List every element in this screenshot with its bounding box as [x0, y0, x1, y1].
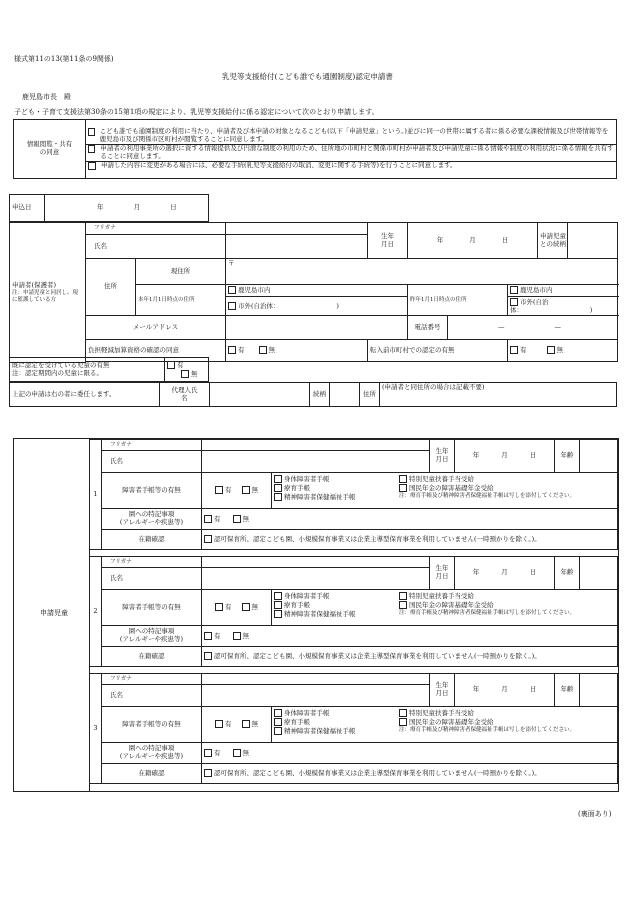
- applicant-table: [9, 222, 618, 363]
- current-address-field[interactable]: 〒: [226, 259, 618, 285]
- prev-jan1-out-city[interactable]: 市外(自治体： ): [508, 296, 618, 316]
- jan1-in-city[interactable]: 鹿児島市内: [226, 285, 408, 297]
- footer-note: (裏面あり): [578, 810, 612, 818]
- child-furigana-field[interactable]: [202, 674, 430, 685]
- agent-label: 代理人氏名: [160, 383, 210, 407]
- burden-label: 負担軽減加算資格の確認の同意: [86, 340, 226, 362]
- handbook-mental[interactable]: 精神障害者保健福祉手帳: [274, 727, 399, 736]
- handbook-mental[interactable]: 精神障害者保健福祉手帳: [274, 493, 399, 502]
- handbook-physical[interactable]: 身体障害者手帳: [274, 475, 399, 484]
- handbook-list: [272, 473, 618, 509]
- enrollment-label: 在籍確認: [102, 530, 202, 550]
- enrollment-label: 在籍確認: [102, 647, 202, 667]
- checkbox-icon[interactable]: [88, 162, 96, 170]
- enrollment-check[interactable]: 認可保育所、認定こども園、小規模保育事業又は企業主導型保育事業を利用していません(一時預かりを除く。)。: [202, 647, 618, 667]
- children-section: [13, 438, 619, 792]
- jan1-out-city[interactable]: 市外(自治体： ): [226, 296, 408, 316]
- handbook-physical[interactable]: 身体障害者手帳: [274, 709, 399, 718]
- handbook-list: [272, 707, 618, 743]
- special-notes-options[interactable]: 有 無: [202, 743, 618, 764]
- child-age-field[interactable]: [580, 440, 618, 473]
- disability-options[interactable]: 有 無: [202, 590, 272, 626]
- handbook-ryoiku[interactable]: 療育手帳: [274, 601, 399, 610]
- disability-label: 障害者手帳等の有無: [102, 707, 202, 743]
- addressee: 鹿児島市長 殿: [22, 93, 71, 101]
- name-label: 氏名: [102, 568, 202, 590]
- agent-relation-field[interactable]: [330, 383, 360, 407]
- child-name-field[interactable]: [202, 568, 430, 590]
- child-block-2: [89, 556, 618, 667]
- application-date-field[interactable]: 年 月 日: [45, 195, 209, 222]
- furigana-label: フリガナ: [102, 557, 202, 568]
- special-notes-options[interactable]: 有 無: [202, 626, 618, 647]
- disability-label: 障害者手帳等の有無: [102, 473, 202, 509]
- date-label: 申込日: [10, 195, 45, 222]
- disability-label: 障害者手帳等の有無: [102, 590, 202, 626]
- age-label: 年齢: [555, 674, 580, 707]
- handbook-note: 注：療育手帳及び精神障害者保健福祉手帳は写しを添付してください。: [399, 726, 576, 733]
- certified-options[interactable]: 有無: [165, 358, 209, 382]
- handbook-mental[interactable]: 精神障害者保健福祉手帳: [274, 610, 399, 619]
- prev-jan1-address-label: 昨年1月1日時点の住所: [408, 285, 508, 316]
- applicant-furigana-field[interactable]: [226, 223, 368, 235]
- enrollment-check[interactable]: 認可保育所、認定こども園、小規模保育事業又は企業主導型保育事業を利用していません(一時預かりを除く。)。: [202, 530, 618, 550]
- handbook-physical[interactable]: 身体障害者手帳: [274, 592, 399, 601]
- form-title: 乳児等支援給付(こども誰でも通園制度)認定申請書: [222, 72, 393, 81]
- prev-jan1-in-city[interactable]: 鹿児島市内: [508, 285, 618, 297]
- consent-item-3[interactable]: 申請した内容に変更がある場合には、必要な手続(乳児等支援給付の取消、変更に関する手続等)を行うことに同意します。: [86, 161, 616, 170]
- email-field[interactable]: [226, 316, 408, 340]
- phone-label: 電話番号: [408, 316, 448, 340]
- child-block-3: [89, 673, 618, 784]
- special-notes-label: 園への特記事項 (アレルギーや疾患等): [102, 509, 202, 530]
- furigana-label: フリガナ: [86, 223, 226, 235]
- special-notes-label: 園への特記事項 (アレルギーや疾患等): [102, 626, 202, 647]
- transfer-label: 転入前市町村での認定の有無: [368, 340, 508, 362]
- disability-options[interactable]: 有 無: [202, 707, 272, 743]
- certified-label: 既に認定を受けている児童の有無 注：認定期間内の児童に限る。: [10, 358, 165, 382]
- enrollment-label: 在籍確認: [102, 764, 202, 784]
- allowance-pension[interactable]: 国民年金の障害基礎年金受給: [399, 484, 575, 493]
- child-birth-field[interactable]: 年 月 日: [455, 557, 555, 590]
- birth-label: 生年月日: [430, 674, 455, 707]
- child-block-1: [89, 439, 618, 550]
- special-notes-label: 園への特記事項 (アレルギーや疾患等): [102, 743, 202, 764]
- child-age-field[interactable]: [580, 674, 618, 707]
- allowance-special[interactable]: 特別児童扶養手当受給: [399, 475, 575, 484]
- intro-text: 子ども・子育て支援法第30条の15第1項の規定により、乳児等支援給付に係る認定について次のとおり申請します。: [14, 108, 379, 116]
- applicant-section-label: 申請者(保護者) 注：申請児童と同居し、現に監護している方: [10, 223, 86, 363]
- furigana-label: フリガナ: [102, 440, 202, 451]
- burden-options[interactable]: 有 無: [226, 340, 368, 362]
- handbook-ryoiku[interactable]: 療育手帳: [274, 718, 399, 727]
- child-birth-field[interactable]: 年 月 日: [455, 674, 555, 707]
- checkbox-icon[interactable]: [88, 128, 95, 136]
- consent-item-2[interactable]: 申請者の利用事業所の選択に資する情報提供及び円滑な制度の利用のため、住所地の市町村と関係市町村が申請者及び申請児童に係る情報や制度の利用状況に係る情報を共有することに同意します。: [86, 144, 616, 161]
- child-number: 3: [90, 674, 102, 784]
- child-number: 2: [90, 557, 102, 667]
- age-label: 年齢: [555, 440, 580, 473]
- agent-address-field[interactable]: (申請者と同住所の場合は記載不要): [380, 383, 617, 407]
- child-name-field[interactable]: [202, 685, 430, 707]
- form-number: 様式第11の13(第11条の9関係): [14, 55, 114, 63]
- handbook-ryoiku[interactable]: 療育手帳: [274, 484, 399, 493]
- child-name-field[interactable]: [202, 451, 430, 473]
- relation-field[interactable]: [568, 223, 618, 259]
- address-label: 住所: [86, 259, 136, 316]
- special-notes-options[interactable]: 有 無: [202, 509, 618, 530]
- relation-label: 申請児童との続柄: [538, 223, 568, 259]
- allowance-special[interactable]: 特別児童扶養手当受給: [399, 709, 575, 718]
- phone-field[interactable]: — —: [448, 316, 618, 340]
- delegate-text: 上記の申請は右の者に委任します。: [10, 383, 160, 407]
- jan1-address-label: 本年1月1日時点の住所: [136, 285, 226, 316]
- agent-address-label: 住所: [360, 383, 380, 407]
- transfer-options[interactable]: 有 無: [508, 340, 618, 362]
- allowance-pension[interactable]: 国民年金の障害基礎年金受給: [399, 601, 575, 610]
- email-label: メールアドレス: [86, 316, 226, 340]
- handbook-note: 注：療育手帳及び精神障害者保健福祉手帳は写しを添付してください。: [399, 492, 576, 499]
- child-birth-field[interactable]: 年 月 日: [455, 440, 555, 473]
- handbook-list: [272, 590, 618, 626]
- enrollment-check[interactable]: 認可保育所、認定こども園、小規模保育事業又は企業主導型保育事業を利用していません(一時預かりを除く。)。: [202, 764, 618, 784]
- handbook-note: 注：療育手帳及び精神障害者保健福祉手帳は写しを添付してください。: [399, 609, 576, 616]
- name-label: 氏名: [102, 685, 202, 707]
- consent-table: [13, 119, 617, 179]
- birth-label: 生年月日: [430, 440, 455, 473]
- delegation-table: [9, 382, 617, 407]
- age-label: 年齢: [555, 557, 580, 590]
- birth-label: 生年月日: [368, 223, 408, 259]
- birth-label: 生年月日: [430, 557, 455, 590]
- name-label: 氏名: [102, 451, 202, 473]
- child-furigana-field[interactable]: [202, 557, 430, 568]
- checkbox-icon[interactable]: [88, 145, 95, 153]
- birth-field[interactable]: 年 月 日: [408, 223, 538, 259]
- child-furigana-field[interactable]: [202, 440, 430, 451]
- allowance-pension[interactable]: 国民年金の障害基礎年金受給: [399, 718, 575, 727]
- child-age-field[interactable]: [580, 557, 618, 590]
- agent-relation-label: 続柄: [310, 383, 330, 407]
- agent-name-field[interactable]: [210, 383, 310, 407]
- children-section-label: 申請児童: [40, 609, 68, 617]
- current-address-label: 現住所: [136, 259, 226, 285]
- applicant-name-field[interactable]: [226, 235, 368, 259]
- consent-label: 情報閲覧・共有の同意: [14, 120, 86, 179]
- application-date-box: [9, 194, 209, 222]
- furigana-label: フリガナ: [102, 674, 202, 685]
- certified-table: [9, 357, 209, 382]
- name-label: 氏名: [86, 235, 226, 259]
- child-number: 1: [90, 440, 102, 550]
- allowance-special[interactable]: 特別児童扶養手当受給: [399, 592, 575, 601]
- consent-item-1[interactable]: こども誰でも通園制度の利用に当たり、申請者及び本申請の対象となるこども(以下「申請児童」という。)並びに同一の世帯に属する者に係る必要な課税情報及び世帯情報等を鹿児島市及び関係市区町村が閲覧することに同意します。: [88, 128, 614, 144]
- disability-options[interactable]: 有 無: [202, 473, 272, 509]
